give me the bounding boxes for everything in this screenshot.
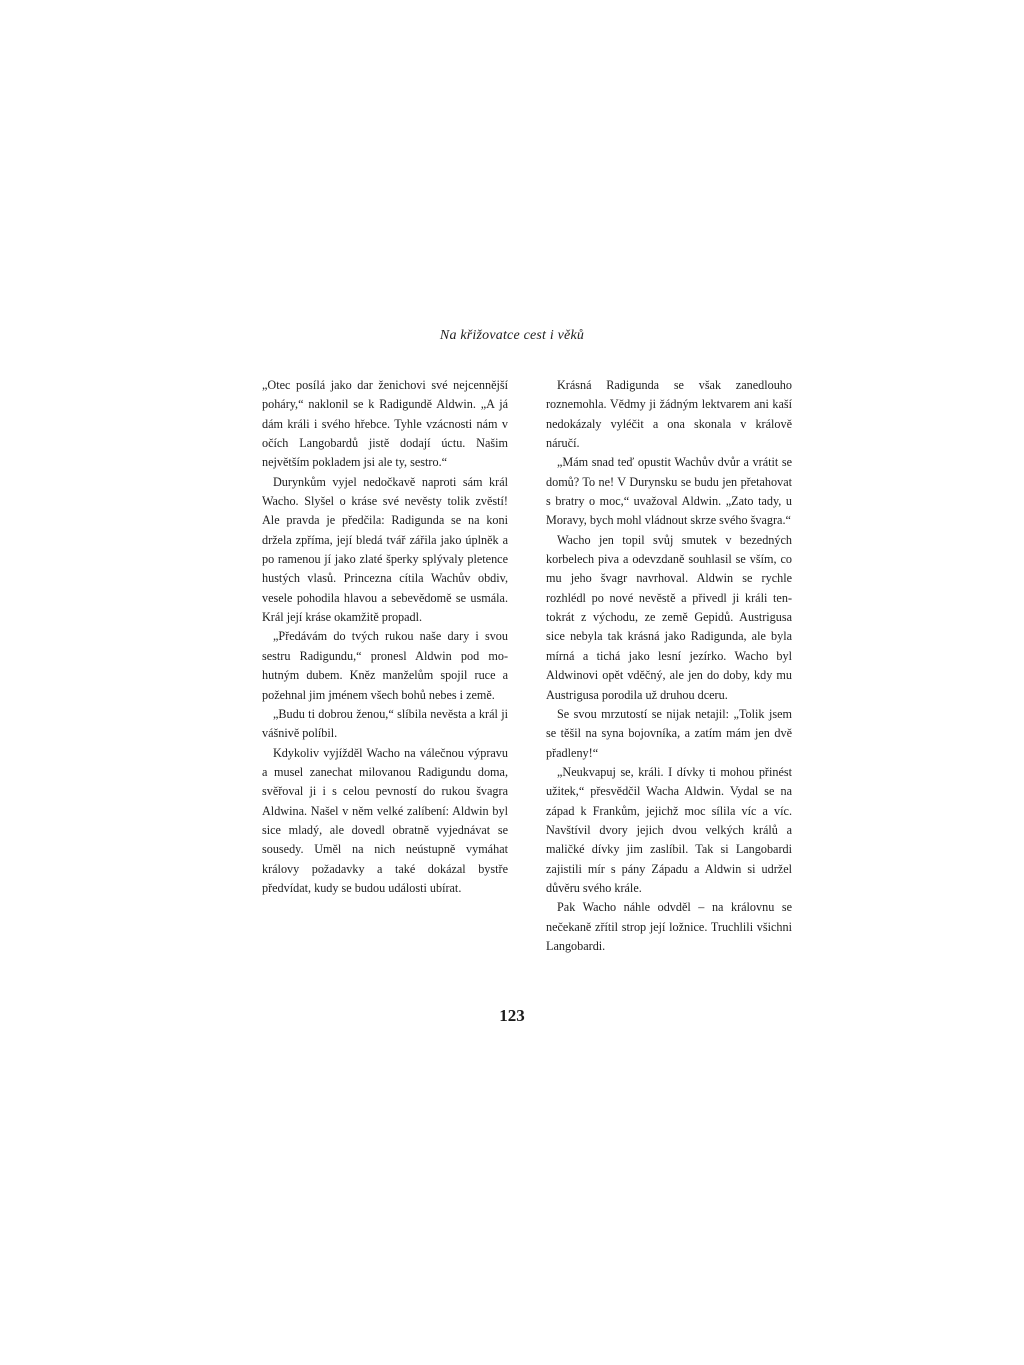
paragraph: „Předávám do tvých rukou naše dary i svou sestru Radigundu,“ pronesl Aldwin pod mohutným dubem. Kněz manželům spojil ruce a požehnal jim jménem všech bohů nebes i země. xyxy=(262,629,508,702)
paragraph: Durynkům vyjel nedočkavě naproti sám král Wacho. Slyšel o kráse své nevěsty tolik zvěstí! Ale pravda je předčila: Radigunda se na koni držela zpříma, její bledá tvář zářila jako úplněk a po ramenou jí jako zlaté šperky splývaly pletence hustých vlasů. Princezna cítila Wachův obdiv, vesele pohodila hlavou a sebevědomě se usmála. Král její kráse okamžitě propadl. xyxy=(262,474,508,625)
paragraph: Krásná Radigunda se však zanedlouho roznemohla. Vědmy ji žádným lektvarem ani kaší nedokázaly vyléčit a ona skonala v králově náručí. xyxy=(546,378,792,451)
text-column-left xyxy=(262,376,508,898)
paragraph: „Mám snad teď opustit Wachův dvůr a vrátit se domů? To ne! V Durynsku se budu jen přetahovat s bratry o moc,“ uvažoval Aldwin. „Zato tady, u Moravy, bych mohl vládnout skrze svého švagra.“ xyxy=(546,455,792,528)
text-column-right xyxy=(546,376,792,956)
paragraph: Pak Wacho náhle odvděl – na královnu se nečekaně zřítil strop její ložnice. Truchlili všichni Langobardi. xyxy=(546,900,792,953)
paragraph: Se svou mrzutostí se nijak netajil: „Tolik jsem se těšil na syna bojovníka, a zatím mám jen dvě přadleny!“ xyxy=(546,706,792,760)
running-title: Na křižovatce cest i věků xyxy=(439,328,585,343)
paragraph: Wacho jen topil svůj smutek v bezedných korbelech piva a odevzdaně souhlasil se vším, co mu jeho švagr navrhoval. Aldwin se rychle rozhlédl po nové nevěstě a přivedl ji králi tentokrát z východu, ze země Gepidů. Austrigusa sice nebyla tak krásná jako Radigunda, ale byla mírná a tichá jako lesní jezírko. Wacho byl Aldwinovi opět vděčný, ale jen do doby, kdy mu Austrigusa porodila už druhou dceru. xyxy=(546,532,792,702)
paragraph: Kdykoliv vyjížděl Wacho na válečnou výpravu a musel zanechat milovanou Radigundu doma, svěřoval ji i s celou pevností do rukou švagra Aldwina. Našel v něm velké zalíbení: Aldwin byl sice mladý, ale dovedl obratně vyjednávat se sousedy. Uměl na nich neústupně vymáhat královy požadavky a také dokázal bystře předvídat, kudy se budou události ubírat. xyxy=(262,745,508,895)
page-number: 123 xyxy=(499,1006,525,1025)
paragraph: „Neukvapuj se, králi. I dívky ti mohou přinést užitek,“ přesvědčil Wacha Aldwin. Vydal se na západ k Frankům, jejichž moc sílila víc a víc. Navštívil dvory jejich dvou velkých králů a maličké dívky jim zaslíbil. Tak si Langobardi zajistili mír s pány Západu a Aldwin si udržel důvěru svého krále. xyxy=(546,764,792,895)
paragraph: „Otec posílá jako dar ženichovi své nejcennější poháry,“ naklonil se k Radigundě Aldwin. „A já dám králi i svého hřebce. Tyhle vzácnosti nám v očích Langobardů jistě dodají úctu. Našim největším pokladem jsi ale ty, sestro.“ xyxy=(262,378,508,470)
paragraph: „Budu ti dobrou ženou,“ slíbila nevěsta a král ji vášnivě políbil. xyxy=(262,706,508,741)
